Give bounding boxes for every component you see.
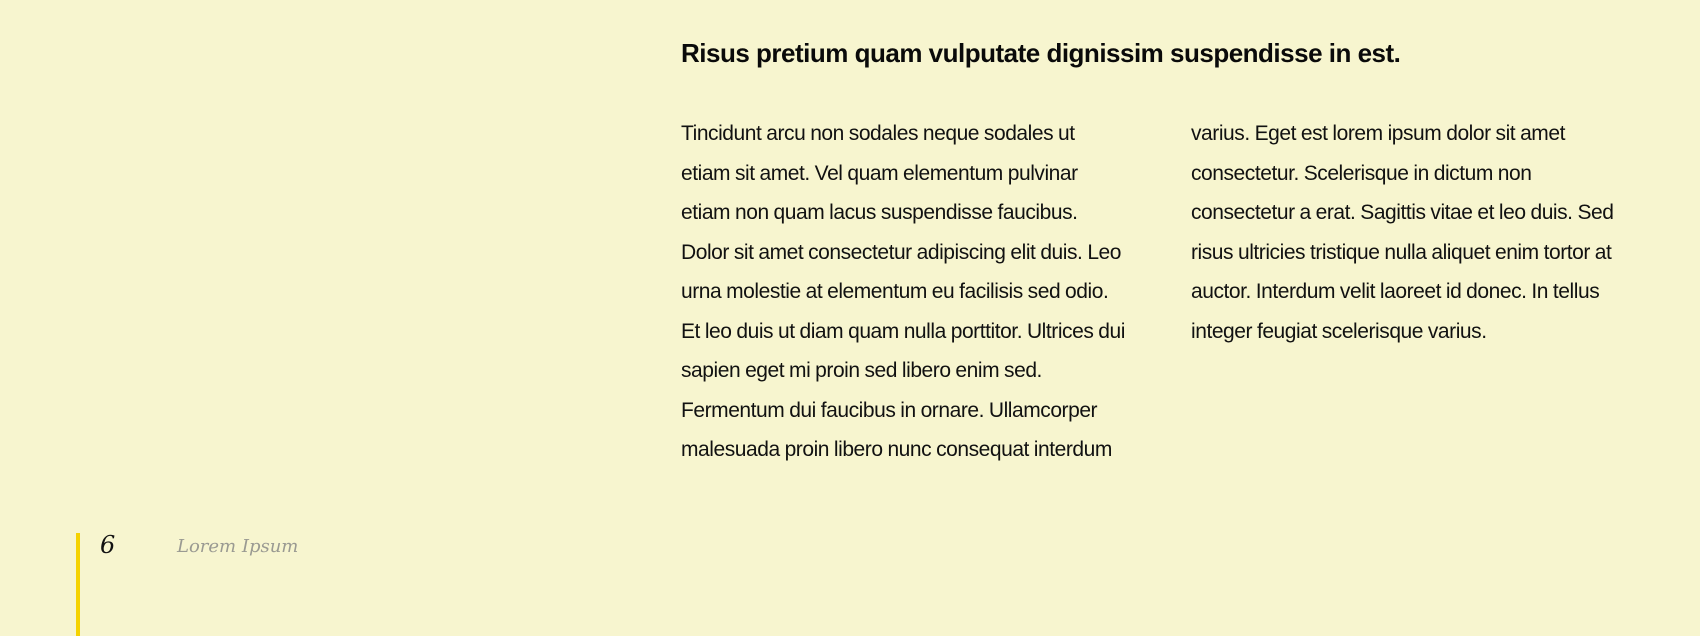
article-body [681, 114, 1636, 474]
page-number: 6 [100, 531, 116, 559]
running-title: Lorem Ipsum [177, 536, 299, 557]
article-heading: Risus pretium quam vulputate dignissim suspendisse in est. [681, 38, 1401, 68]
body-paragraph: Tincidunt arcu non sodales neque sodales ut etiam sit amet. Vel quam elementum pulvinar etiam non quam lacus suspendisse faucibus. Dolor sit amet consectetur adipiscing elit duis. Leo urna molestie at elementum eu facilisis sed odio. Et leo duis ut diam quam nulla porttitor. Ultrices dui sapien eget mi proin sed libero enim sed. Fermentum dui faucibus in ornare. Ullamcorper malesuada proin libero nunc consequat interdum varius. Eget est lorem ipsum dolor sit amet consectetur. Scelerisque in dictum non consectetur a erat. Sagittis vitae et leo duis. Sed risus ultricies tristique nulla aliquet enim tortor at auctor. Interdum velit laoreet id donec. In tellus integer feugiat scelerisque varius. [681, 122, 1614, 461]
footer-accent-bar [76, 533, 80, 636]
